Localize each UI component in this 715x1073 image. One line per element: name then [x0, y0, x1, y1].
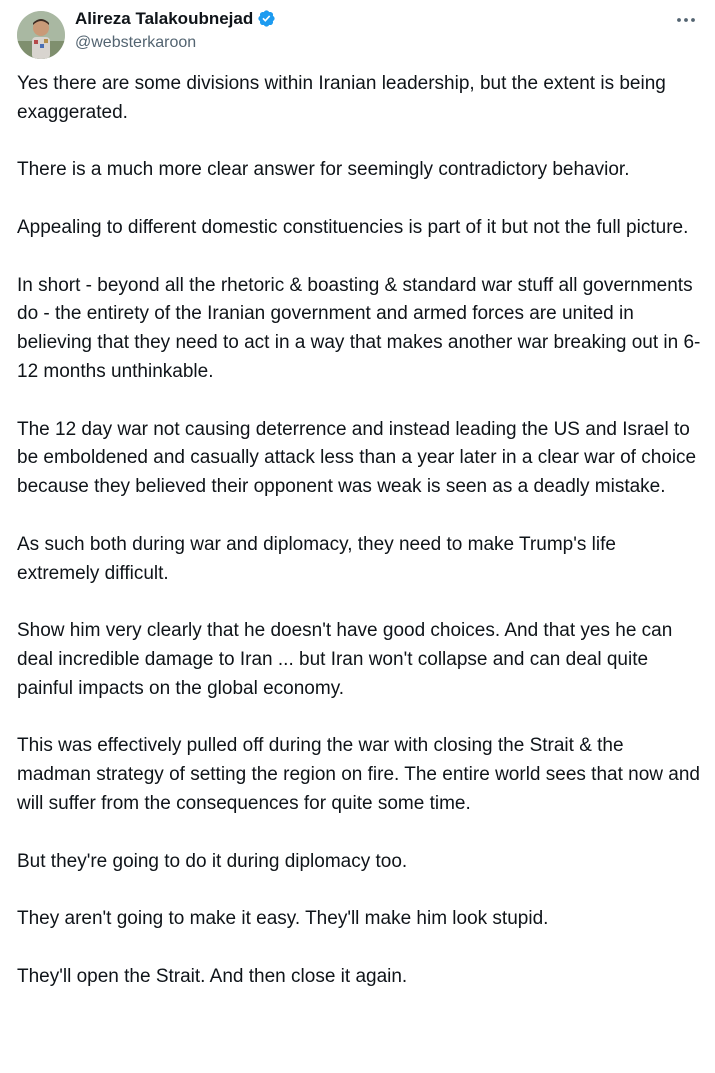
verified-badge-icon: [257, 9, 276, 28]
display-name[interactable]: Alireza Talakoubnejad: [75, 9, 254, 28]
tweet-paragraph: Appealing to different domestic constituencies is part of it but not the full picture.: [17, 216, 689, 238]
author-handle[interactable]: @websterkaroon: [75, 34, 197, 51]
tweet-paragraph: They'll open the Strait. And then close it again.: [17, 965, 408, 987]
avatar-image: [17, 11, 65, 59]
tweet-paragraph: There is a much more clear answer for seemingly contradictory behavior.: [17, 159, 630, 181]
tweet-header: [17, 8, 698, 58]
tweet-paragraph: The 12 day war not causing deterrence and instead leading the US and Israel to be emboldened and casually attack less than a year later in a clear war of choice because they believed their opponent was weak is seen as a deadly mistake.: [17, 418, 697, 498]
avatar[interactable]: [17, 11, 65, 59]
author-names: [75, 8, 276, 53]
tweet-paragraph: Show him very clearly that he doesn't have good choices. And that yes he can deal incredible damage to Iran ... but Iran won't collapse and can deal quite painful impacts on the global economy.: [17, 620, 673, 699]
tweet-paragraph: Yes there are some divisions within Iranian leadership, but the extent is being exaggerated.: [17, 73, 666, 123]
tweet-paragraph: They aren't going to make it easy. They'll make him look stupid.: [17, 908, 549, 930]
tweet-text: [17, 70, 702, 1020]
tweet-paragraph: As such both during war and diplomacy, they need to make Trump's life extremely difficult.: [17, 533, 616, 584]
tweet-paragraph: This was effectively pulled off during the war with closing the Strait & the madman strategy of setting the region on fire. The entire world sees that now and will suffer from the consequences for quite some time.: [17, 735, 700, 814]
more-horizontal-icon: [676, 17, 696, 23]
tweet-paragraph: In short - beyond all the rhetoric & boasting & standard war stuff all governments do - the entirety of the Iranian government and armed forces are united in believing that they need to act in a way that makes another war breaking out in 6-12 months unthinkable.: [17, 274, 701, 382]
display-name-row: [75, 8, 276, 29]
more-options-button[interactable]: [674, 10, 698, 30]
tweet-paragraph: But they're going to do it during diplomacy too.: [17, 850, 408, 872]
